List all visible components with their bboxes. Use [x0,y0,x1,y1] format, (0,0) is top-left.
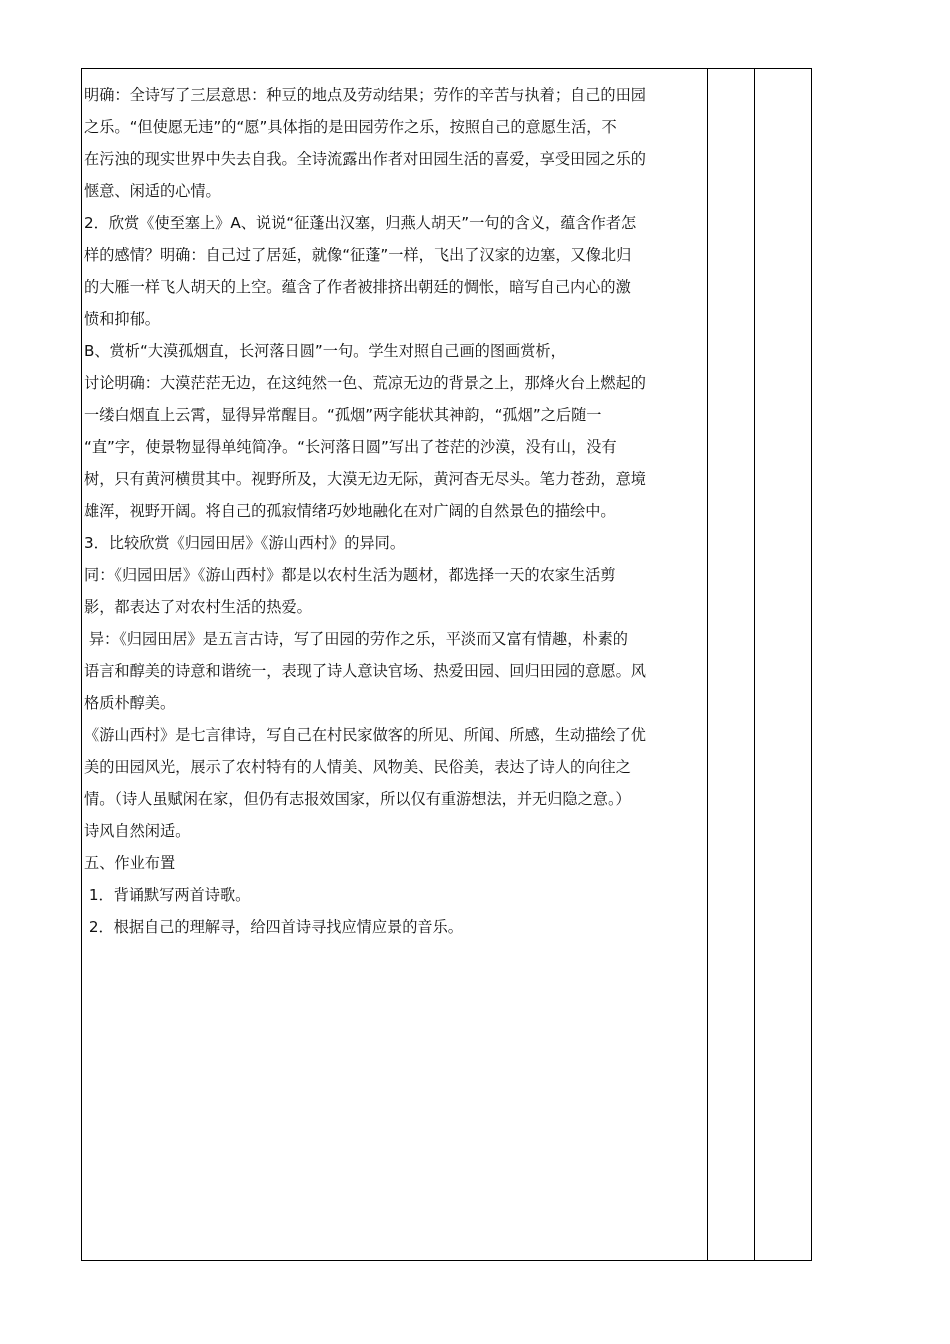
text-line: 树，只有黄河横贯其中。视野所及，大漠无边无际，黄河杳无尽头。笔力苍劲，意境 [84,470,646,488]
section-heading: 五、作业布置 [84,854,176,872]
column-divider [707,69,708,1260]
text-line: 一缕白烟直上云霄，显得异常醒目。“孤烟”两字能状其神韵，“孤烟”之后随一 [84,406,602,424]
text-line: 在污浊的现实世界中失去自我。全诗流露出作者对田园生活的喜爱，享受田园之乐的 [84,150,646,168]
lesson-table [81,68,812,1261]
text-line: 2．欣赏《使至塞上》A、说说“征蓬出汉塞，归燕人胡天”一句的含义，蕴含作者怎 [84,214,637,232]
text-line: 的大雁一样飞人胡天的上空。蕴含了作者被排挤出朝廷的惆怅，暗写自己内心的激 [84,278,631,296]
text-line: 美的田园风光，展示了农村特有的人情美、风物美、民俗美，表达了诗人的向往之 [84,758,631,776]
text-line: 诗风自然闲适。 [84,822,191,840]
text-line: 样的感情？明确：自己过了居延，就像“征蓬”一样，飞出了汉家的边塞，又像北归 [84,246,632,264]
text-line: 影，都表达了对农村生活的热爱。 [84,598,312,616]
text-line: 之乐。“但使愿无违”的“愿”具体指的是田园劳作之乐，按照自己的意愿生活，不 [84,118,617,136]
column-divider [754,69,755,1260]
text-line: B、赏析“大漠孤烟直，长河落日圆”一句。学生对照自己画的图画赏析， [84,342,566,360]
text-line: 明确：全诗写了三层意思：种豆的地点及劳动结果；劳作的辛苦与执着；自己的田园 [84,86,646,104]
content-cell [84,79,704,943]
text-line: 讨论明确：大漠茫茫无边，在这纯然一色、荒凉无边的背景之上，那烽火台上燃起的 [84,374,646,392]
text-line: 惬意、闲适的心情。 [84,182,221,200]
homework-item: 2．根据自己的理解寻，给四首诗寻找应情应景的音乐。 [84,918,463,936]
text-line: 愤和抑郁。 [84,310,160,328]
text-line: “直”字，使景物显得单纯简净。“长河落日圆”写出了苍茫的沙漠，没有山，没有 [84,438,617,456]
text-line: 语言和醇美的诗意和谐统一，表现了诗人意诀官场、热爱田园、回归田园的意愿。风 [84,662,646,680]
text-line: 3．比较欣赏《归园田居》《游山西村》的异同。 [84,534,406,552]
homework-item: 1．背诵默写两首诗歌。 [84,886,251,904]
text-line: 格质朴醇美。 [84,694,176,712]
text-line: 同：《归园田居》《游山西村》都是以农村生活为题材，都选择一天的农家生活剪 [84,566,616,584]
text-line: 《游山西村》是七言律诗，写自己在村民家做客的所见、所闻、所感，生动描绘了优 [84,726,646,744]
text-line: 异：《归园田居》是五言古诗，写了田园的劳作之乐，平淡而又富有情趣，朴素的 [84,630,628,648]
text-line: 雄浑，视野开阔。将自己的孤寂情绪巧妙地融化在对广阔的自然景色的描绘中。 [84,502,616,520]
text-line: 情。（诗人虽赋闲在家，但仍有志报效国家，所以仅有重游想法，并无归隐之意。） [84,790,631,808]
